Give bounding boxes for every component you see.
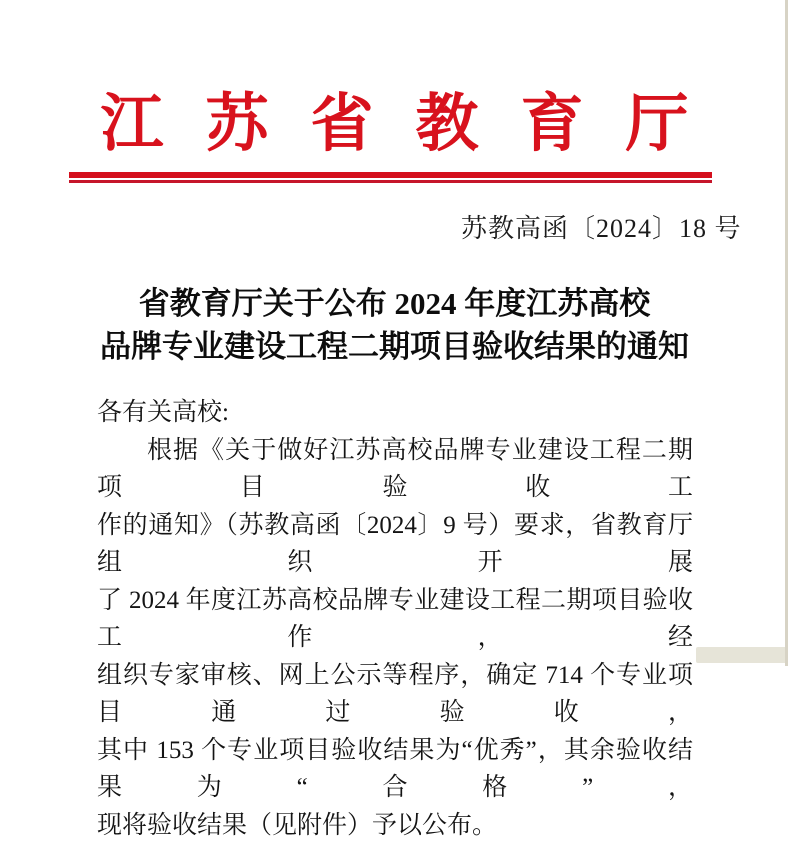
body-line: 现将验收结果（见附件）予以公布。: [97, 807, 693, 844]
body-line: 其中 153 个专业项目验收结果为“优秀”，其余验收结果为“合格”，: [97, 732, 693, 807]
salutation: 各有关高校:: [97, 394, 693, 432]
letterhead-issuer-title: 江苏省教育厅: [0, 90, 789, 159]
letterhead-double-rule: [69, 172, 712, 183]
rule-thin-line: [69, 180, 712, 183]
watermark: [696, 647, 787, 663]
body-line: 了 2024 年度江苏高校品牌专业建设工程二期项目验收工作，经: [97, 582, 693, 657]
notice-title: [0, 282, 789, 368]
notice-title-line-1: 省教育厅关于公布 2024 年度江苏高校: [0, 282, 789, 325]
body-line: 根据《关于做好江苏高校品牌专业建设工程二期项目验收工: [97, 432, 693, 507]
notice-title-line-2: 品牌专业建设工程二期项目验收结果的通知: [0, 325, 789, 368]
body-line: 作的通知》（苏教高函〔2024〕9 号）要求，省教育厅组织开展: [97, 507, 693, 582]
page-right-border: [785, 0, 788, 666]
body-line: 组织专家审核、网上公示等程序，确定 714 个专业项目通过验收，: [97, 657, 693, 732]
document-reference-number: 苏教高函〔2024〕18 号: [461, 212, 742, 246]
notice-body: [97, 394, 693, 844]
rule-thick-line: [69, 172, 712, 178]
